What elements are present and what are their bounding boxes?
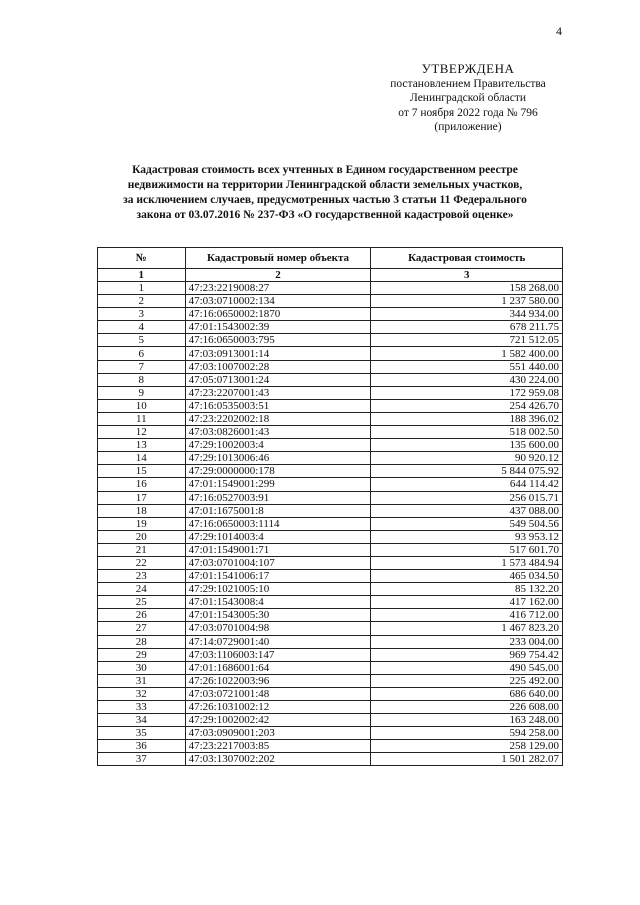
title-line-4: закона от 03.07.2016 № 237-ФЗ «О государственной кадастровой оценке»: [136, 209, 514, 221]
cadastral-value: 1 501 282.07: [371, 753, 563, 766]
cadastral-value: 1 237 580.00: [371, 295, 563, 308]
table-row: [98, 282, 563, 295]
cadastral-number: 47:03:0826001:43: [185, 426, 371, 439]
cadastral-number: 47:03:0909001:203: [185, 727, 371, 740]
cadastral-value: 490 545.00: [371, 661, 563, 674]
cadastral-value: 678 211.75: [371, 321, 563, 334]
table-row: [98, 360, 563, 373]
row-number: 32: [98, 687, 186, 700]
table-row: [98, 386, 563, 399]
document-title: [90, 163, 560, 223]
cadastral-number: 47:29:0000000:178: [185, 465, 371, 478]
header-cadastral-number: Кадастровый номер объекта: [185, 248, 371, 269]
row-number: 29: [98, 648, 186, 661]
cadastral-number: 47:03:0913001:14: [185, 347, 371, 360]
row-number: 36: [98, 740, 186, 753]
cadastral-number: 47:03:1106003:147: [185, 648, 371, 661]
table-row: [98, 373, 563, 386]
cadastral-number: 47:26:1031002:12: [185, 701, 371, 714]
cadastral-value: 188 396.02: [371, 412, 563, 425]
cadastral-value: 135 600.00: [371, 439, 563, 452]
cadastral-value: 518 002.50: [371, 426, 563, 439]
row-number: 30: [98, 661, 186, 674]
row-number: 22: [98, 556, 186, 569]
row-number: 7: [98, 360, 186, 373]
table-row: [98, 504, 563, 517]
table-body: [98, 282, 563, 766]
row-number: 27: [98, 622, 186, 635]
row-number: 23: [98, 570, 186, 583]
cadastral-value: 225 492.00: [371, 674, 563, 687]
table-row: [98, 530, 563, 543]
row-number: 2: [98, 295, 186, 308]
table-row: [98, 452, 563, 465]
table-row: [98, 543, 563, 556]
table-row: [98, 491, 563, 504]
cadastral-value: 172 959.08: [371, 386, 563, 399]
table-row: [98, 426, 563, 439]
row-number: 8: [98, 373, 186, 386]
table-row: [98, 714, 563, 727]
cadastral-value: 158 268.00: [371, 282, 563, 295]
table-row: [98, 687, 563, 700]
cadastral-number: 47:26:1022003:96: [185, 674, 371, 687]
approval-stamp: [368, 62, 568, 135]
table-row: [98, 334, 563, 347]
row-number: 33: [98, 701, 186, 714]
cadastral-number: 47:01:1543002:39: [185, 321, 371, 334]
table-row: [98, 321, 563, 334]
cadastral-value: 258 129.00: [371, 740, 563, 753]
approval-line-2: Ленинградской области: [409, 92, 527, 104]
table-row: [98, 399, 563, 412]
row-number: 17: [98, 491, 186, 504]
row-number: 5: [98, 334, 186, 347]
column-number-3: 3: [371, 269, 563, 282]
cadastral-number: 47:16:0650002:1870: [185, 308, 371, 321]
table-row: [98, 661, 563, 674]
cadastral-value: 226 608.00: [371, 701, 563, 714]
table-row: [98, 648, 563, 661]
row-number: 6: [98, 347, 186, 360]
row-number: 34: [98, 714, 186, 727]
table-row: [98, 556, 563, 569]
approval-line-4: (приложение): [434, 121, 502, 133]
cadastral-number: 47:01:1549001:299: [185, 478, 371, 491]
row-number: 3: [98, 308, 186, 321]
cadastral-number: 47:03:0701004:98: [185, 622, 371, 635]
cadastral-number: 47:16:0535003:51: [185, 399, 371, 412]
cadastral-number: 47:16:0527003:91: [185, 491, 371, 504]
row-number: 11: [98, 412, 186, 425]
cadastral-number: 47:01:1543005:30: [185, 609, 371, 622]
cadastral-number: 47:01:1549001:71: [185, 543, 371, 556]
table-row: [98, 478, 563, 491]
table-row: [98, 753, 563, 766]
row-number: 25: [98, 596, 186, 609]
row-number: 26: [98, 609, 186, 622]
table-row: [98, 308, 563, 321]
title-line-2: недвижимости на территории Ленинградской области земельных участков,: [127, 179, 523, 191]
cadastral-value: 233 004.00: [371, 635, 563, 648]
approval-heading: УТВЕРЖДЕНА: [421, 61, 515, 76]
cadastral-value: 437 088.00: [371, 504, 563, 517]
header-number: №: [98, 248, 186, 269]
cadastral-number: 47:23:2202002:18: [185, 412, 371, 425]
cadastral-value: 416 712.00: [371, 609, 563, 622]
cadastral-number: 47:16:0650003:1114: [185, 517, 371, 530]
cadastral-number: 47:23:2207001:43: [185, 386, 371, 399]
cadastral-value: 686 640.00: [371, 687, 563, 700]
row-number: 37: [98, 753, 186, 766]
table-row: [98, 412, 563, 425]
cadastral-number: 47:05:0713001:24: [185, 373, 371, 386]
header-cadastral-value: Кадастровая стоимость: [371, 248, 563, 269]
cadastral-value: 90 920.12: [371, 452, 563, 465]
title-line-3: за исключением случаев, предусмотренных частью 3 статьи 11 Федерального: [123, 194, 527, 206]
cadastral-value: 644 114.42: [371, 478, 563, 491]
cadastral-number: 47:16:0650003:795: [185, 334, 371, 347]
cadastral-value: 1 467 823.20: [371, 622, 563, 635]
row-number: 1: [98, 282, 186, 295]
page-number: 4: [556, 24, 562, 38]
table-row: [98, 727, 563, 740]
cadastral-number: 47:03:1307002:202: [185, 753, 371, 766]
cadastral-number: 47:03:0710002:134: [185, 295, 371, 308]
cadastral-number: 47:29:1002002:42: [185, 714, 371, 727]
table-row: [98, 596, 563, 609]
cadastral-number: 47:01:1675001:8: [185, 504, 371, 517]
cadastral-number: 47:14:0729001:40: [185, 635, 371, 648]
row-number: 28: [98, 635, 186, 648]
cadastral-number: 47:01:1686001:64: [185, 661, 371, 674]
cadastral-value: 344 934.00: [371, 308, 563, 321]
row-number: 20: [98, 530, 186, 543]
cadastral-value: 465 034.50: [371, 570, 563, 583]
cadastral-value: 549 504.56: [371, 517, 563, 530]
table-row: [98, 465, 563, 478]
row-number: 14: [98, 452, 186, 465]
row-number: 19: [98, 517, 186, 530]
table-row: [98, 701, 563, 714]
cadastral-value: 254 426.70: [371, 399, 563, 412]
cadastral-value: 5 844 075.92: [371, 465, 563, 478]
cadastral-value: 1 573 484.94: [371, 556, 563, 569]
cadastral-number: 47:29:1021005:10: [185, 583, 371, 596]
cadastral-number: 47:23:2217003:85: [185, 740, 371, 753]
cadastral-number: 47:29:1002003:4: [185, 439, 371, 452]
cadastral-number: 47:03:0701004:107: [185, 556, 371, 569]
title-line-1: Кадастровая стоимость всех учтенных в Едином государственном реестре: [132, 164, 518, 176]
table-row: [98, 295, 563, 308]
cadastral-value: 517 601.70: [371, 543, 563, 556]
row-number: 12: [98, 426, 186, 439]
cadastral-value: 163 248.00: [371, 714, 563, 727]
row-number: 21: [98, 543, 186, 556]
row-number: 10: [98, 399, 186, 412]
table-row: [98, 439, 563, 452]
cadastral-value: 93 953.12: [371, 530, 563, 543]
row-number: 31: [98, 674, 186, 687]
cadastral-value: 85 132.20: [371, 583, 563, 596]
table-row: [98, 517, 563, 530]
row-number: 24: [98, 583, 186, 596]
cadastral-number: 47:01:1541006:17: [185, 570, 371, 583]
table-row: [98, 674, 563, 687]
table-row: [98, 570, 563, 583]
table-row: [98, 583, 563, 596]
table-row: [98, 609, 563, 622]
cadastral-value: 969 754.42: [371, 648, 563, 661]
column-number-2: 2: [185, 269, 371, 282]
row-number: 18: [98, 504, 186, 517]
table-row: [98, 347, 563, 360]
cadastral-value-table: [97, 247, 563, 766]
cadastral-number: 47:03:1007002:28: [185, 360, 371, 373]
cadastral-value: 430 224.00: [371, 373, 563, 386]
row-number: 9: [98, 386, 186, 399]
row-number: 13: [98, 439, 186, 452]
table-row: [98, 740, 563, 753]
cadastral-number: 47:29:1013006:46: [185, 452, 371, 465]
cadastral-number: 47:23:2219008:27: [185, 282, 371, 295]
row-number: 4: [98, 321, 186, 334]
table-row: [98, 622, 563, 635]
cadastral-value: 417 162.00: [371, 596, 563, 609]
cadastral-value: 721 512.05: [371, 334, 563, 347]
column-number-1: 1: [98, 269, 186, 282]
cadastral-value: 1 582 400.00: [371, 347, 563, 360]
cadastral-number: 47:01:1543008:4: [185, 596, 371, 609]
row-number: 15: [98, 465, 186, 478]
table-row: [98, 635, 563, 648]
cadastral-value: 551 440.00: [371, 360, 563, 373]
approval-line-3: от 7 ноября 2022 года № 796: [398, 106, 538, 119]
row-number: 35: [98, 727, 186, 740]
cadastral-value: 256 015.71: [371, 491, 563, 504]
cadastral-value: 594 258.00: [371, 727, 563, 740]
row-number: 16: [98, 478, 186, 491]
cadastral-number: 47:29:1014003:4: [185, 530, 371, 543]
approval-line-1: постановлением Правительства: [390, 77, 546, 90]
cadastral-number: 47:03:0721001:48: [185, 687, 371, 700]
